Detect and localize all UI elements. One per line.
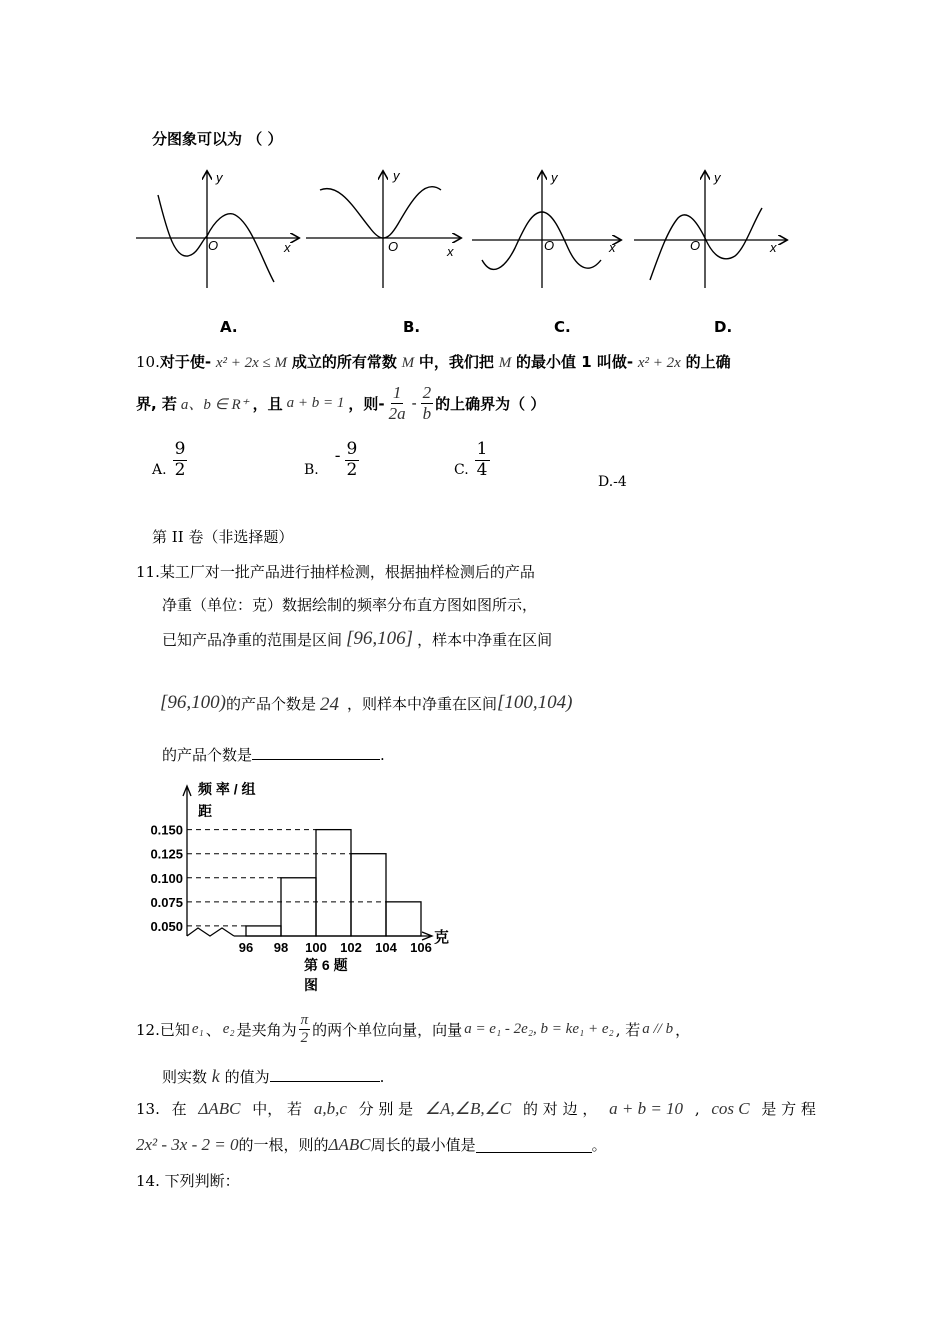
x-tick-label: 100 <box>305 940 327 955</box>
q10-line2: 界, 若 a、b ∈ R⁺ ，且 a + b = 1 ，则- $\frac{1}{2a}$ - $\frac{2}{b}$ 的上确界为（ ） <box>136 383 546 423</box>
x-tick-label: 102 <box>340 940 362 955</box>
q10-choice-b: B. - $\frac{9}{2}$ <box>304 439 358 480</box>
q11-answer-blank[interactable] <box>252 759 380 760</box>
q10-number: 10. <box>136 353 160 371</box>
q12-k: k <box>211 1066 220 1086</box>
graph-d-y-label: y <box>714 170 721 185</box>
histogram-bar <box>386 902 421 936</box>
q9-paren: （ ） <box>247 130 283 148</box>
q13-line2: 2x² - 3x - 2 = 0 的一根，则的 ΔABC 周长的最小值是 。 <box>136 1134 607 1154</box>
q10-frac2: $\frac{2}{b}$ <box>422 383 432 423</box>
q11-line4: [96,100) 的产品个数是 24 ，则样本中净重在区间 [100,104) <box>160 692 573 715</box>
q13-cos: cos C <box>711 1098 750 1118</box>
x-tick-label: 98 <box>273 940 289 955</box>
q11-count: 24 <box>320 694 339 715</box>
axis-break <box>187 928 234 936</box>
graph-a <box>136 170 298 288</box>
q13-answer-blank[interactable] <box>476 1136 592 1153</box>
y-tick-label: 0.125 <box>150 846 183 862</box>
y-tick-label: 0.075 <box>150 894 183 910</box>
q11-interval2: [96,100) <box>160 692 226 713</box>
q10-M1: M <box>401 355 415 371</box>
q10-choice-c: C. $\frac{1}{4}$ <box>454 439 488 480</box>
x-tick-label: 106 <box>410 940 432 955</box>
y-tick-label: 0.050 <box>150 918 183 934</box>
histogram <box>130 776 470 996</box>
q10-expr4: a + b = 1 <box>286 394 345 411</box>
q12-number: 12. <box>136 1020 160 1039</box>
q10-frac1: $\frac{1}{2a}$ <box>388 383 406 423</box>
q12-angle: $\frac{\pi}{2}$ <box>300 1012 309 1047</box>
histogram-bar <box>316 830 351 936</box>
histogram-bar <box>351 854 386 936</box>
q10-l1e: 的上确 <box>685 353 731 371</box>
q10-expr2: x² + 2x <box>637 355 681 371</box>
q10-l1a: 对于使- <box>159 353 212 371</box>
q10-expr3: a、b ∈ R⁺ <box>180 396 249 413</box>
q13-triangle: ΔABC <box>198 1098 241 1118</box>
y-tick-label: 0.150 <box>150 822 183 838</box>
y-tick-label: 0.100 <box>150 870 183 886</box>
graph-c <box>472 170 620 288</box>
graph-b-x-label: x <box>447 244 454 259</box>
graph-d-x-label: x <box>770 240 777 255</box>
q10-l1c: 中，我们把 <box>418 353 494 371</box>
graph-d-origin: O <box>690 238 701 253</box>
q12-answer-blank[interactable] <box>270 1081 380 1082</box>
option-c: C. <box>554 318 571 336</box>
q11-number: 11. <box>136 563 160 581</box>
y-axis-label-2: 距 <box>198 803 212 819</box>
q11-line1 <box>136 561 535 582</box>
graph-a-x-label: x <box>284 240 291 255</box>
q13-line1: 13. 在 ΔABC 中， 若 a,b,c 分 别 是 ∠A,∠B,∠C 的 对 边 ， a + b = 10 , cos C 是 方 程 <box>136 1098 816 1118</box>
q10-choice-a: A. $\frac{9}{2}$ <box>152 439 186 480</box>
q10-l2c: ，则- <box>348 394 385 413</box>
q13-angles: ∠A,∠B,∠C <box>424 1098 512 1118</box>
q11-interval1: [96,106] <box>346 628 414 649</box>
graph-a-origin: O <box>208 238 219 253</box>
y-axis-label: 频 率 / 组 <box>198 781 256 797</box>
q10-l2b: ，且 <box>252 394 283 413</box>
q10-choice-d: D.-4 <box>598 474 627 490</box>
graph-b-y-label: y <box>393 168 400 183</box>
q10-M2: M <box>498 355 512 371</box>
section-heading: 第 II 卷（非选择题） <box>152 528 294 546</box>
q11-line3: 已知产品净重的范围是区间 [96,106] ，样本中净重在区间 <box>162 628 553 649</box>
chart-title: 第 6 题 <box>304 957 348 973</box>
q11-line5: 的产品个数是 . <box>162 746 385 764</box>
q10-line1 <box>136 351 731 372</box>
graph-b-origin: O <box>388 239 399 254</box>
q9-tail: 分图象可以为 <box>152 130 243 148</box>
q10-l1d: 的最小值 1 叫做- <box>515 353 634 371</box>
x-tick-label: 104 <box>375 940 397 955</box>
q11-line2: 净重（单位：克）数据绘制的频率分布直方图如图所示， <box>162 596 538 614</box>
histogram-bar <box>281 878 316 936</box>
q12-cond: a // b <box>642 1021 674 1038</box>
graph-d <box>634 170 786 288</box>
q10-l2a: 界, 若 <box>136 394 177 413</box>
q13-sides: a,b,c <box>313 1098 347 1118</box>
graph-c-origin: O <box>544 238 555 253</box>
q13-equation: 2x² - 3x - 2 = 0 <box>136 1134 239 1154</box>
q11-interval3: [100,104) <box>497 692 573 713</box>
q10-expr1: x² + 2x ≤ M <box>215 355 288 371</box>
graph-c-x-label: x <box>609 240 616 255</box>
q14-heading: 14. 下列判断： <box>136 1172 240 1190</box>
q9-text <box>152 128 282 149</box>
q10-l1b: 成立的所有常数 <box>291 353 397 371</box>
graph-c-y-label: y <box>551 170 558 185</box>
histogram-bar <box>246 926 281 936</box>
q10-l2d: 的上确界为（ ） <box>435 394 546 413</box>
q12-e2: e₂ <box>222 1021 235 1038</box>
option-d: D. <box>714 318 733 336</box>
q11-l1: 某工厂对一批产品进行抽样检测，根据抽样检测后的产品 <box>159 563 535 581</box>
q12-line2: 则实数 k 的值为 . <box>162 1066 385 1086</box>
x-tick-label: 96 <box>238 940 254 955</box>
q13-sum: a + b = 10 <box>609 1098 684 1118</box>
option-b: B. <box>403 318 421 336</box>
q12-vectors: a = e₁ - 2e₂, b = ke₁ + e₂ <box>464 1021 614 1038</box>
option-a: A. <box>220 318 238 336</box>
q9-graphs <box>0 160 950 300</box>
q12-line1: 12. 已知 e₁ 、 e₂ 是夹角为 $\frac{\pi}{2}$ 的两个单位向量，向量 a = e₁ - 2e₂, b = ke₁ + e₂ , 若 a // b ， <box>136 1012 691 1047</box>
x-axis-label: 克 <box>434 929 450 946</box>
q12-e1: e₁ <box>191 1021 204 1038</box>
graph-b <box>306 168 460 288</box>
chart-title-2: 图 <box>304 977 318 993</box>
graph-a-y-label: y <box>216 170 223 185</box>
